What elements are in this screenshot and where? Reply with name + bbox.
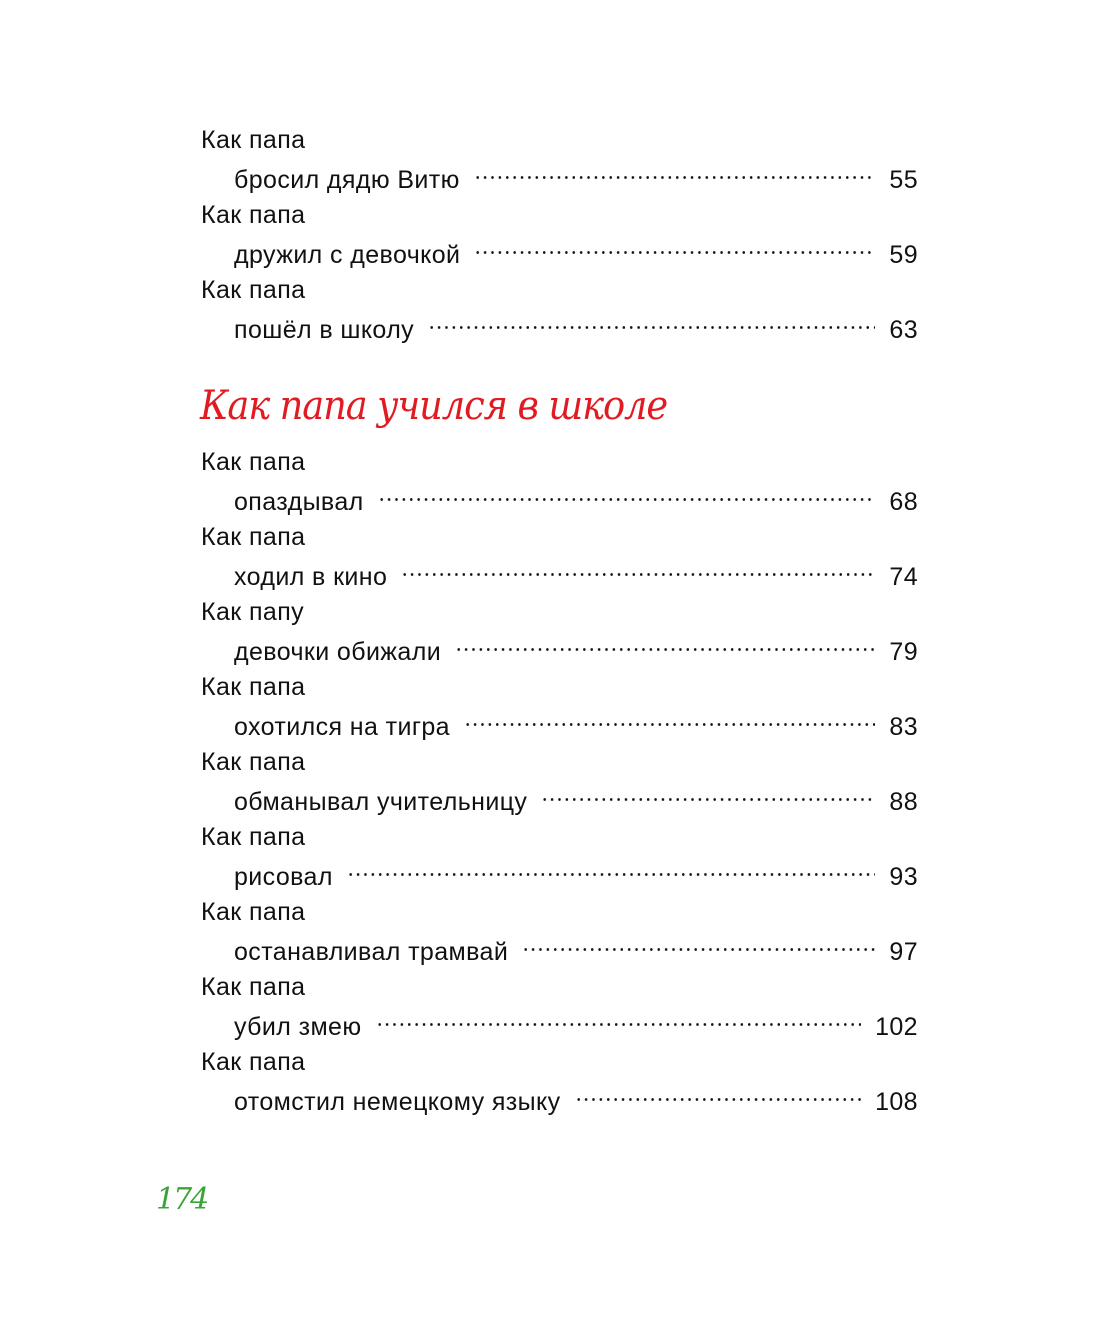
- toc-entry-prefix: Как папа: [201, 523, 306, 551]
- toc-entry-title: ходил в кино: [234, 563, 388, 591]
- toc-entry[interactable]: [201, 596, 918, 671]
- dot-leader: [347, 853, 876, 885]
- dot-leader: [378, 478, 876, 510]
- toc-entry[interactable]: [201, 896, 918, 971]
- toc-entry[interactable]: [201, 821, 918, 896]
- page-number: 174: [156, 1182, 208, 1217]
- dot-leader: [455, 628, 875, 660]
- toc-entry[interactable]: [201, 124, 918, 199]
- toc-entry-prefix: Как папа: [201, 1048, 306, 1076]
- toc-entry-title: девочки обижали: [234, 638, 442, 666]
- dot-leader: [428, 306, 875, 338]
- toc-entry-page: 93: [889, 863, 918, 891]
- toc-entry-page: 108: [875, 1088, 918, 1116]
- toc-entry-title: пошёл в школу: [234, 316, 415, 344]
- toc-entry-prefix: Как папа: [201, 448, 306, 476]
- toc-entry[interactable]: [201, 521, 918, 596]
- toc-entry-title: обманывал учительницу: [234, 788, 528, 816]
- toc-entry-page: 55: [889, 166, 918, 194]
- toc-entry-prefix: Как папа: [201, 673, 306, 701]
- toc-entry-page: 88: [889, 788, 918, 816]
- toc-entry-prefix: Как папа: [201, 126, 306, 154]
- toc-entry-page: 102: [875, 1013, 918, 1041]
- toc-entry-title: отомстил немецкому языку: [234, 1088, 561, 1116]
- toc-entry-title: останавливал трамвай: [234, 938, 509, 966]
- toc-entry-prefix: Как папа: [201, 973, 306, 1001]
- toc-list-before-section: [201, 124, 918, 349]
- toc-entry[interactable]: [201, 1046, 918, 1121]
- toc-entry[interactable]: [201, 746, 918, 821]
- toc-entry-title: бросил дядю Витю: [234, 166, 460, 194]
- toc-entry-prefix: Как папа: [201, 748, 306, 776]
- toc-entry-page: 79: [889, 638, 918, 666]
- dot-leader: [522, 928, 875, 960]
- toc-entry[interactable]: [201, 971, 918, 1046]
- dot-leader: [541, 778, 875, 810]
- dot-leader: [376, 1003, 862, 1035]
- toc-entry-title: убил змею: [234, 1013, 362, 1041]
- toc-entry-title: дружил с девочкой: [234, 241, 461, 269]
- toc-entry-prefix: Как папа: [201, 201, 306, 229]
- toc-entry-page: 83: [889, 713, 918, 741]
- toc-entry-page: 63: [889, 316, 918, 344]
- toc-list-section: [201, 446, 918, 1121]
- toc-entry-title: рисовал: [234, 863, 333, 891]
- toc-entry-page: 97: [889, 938, 918, 966]
- toc-entry[interactable]: [201, 446, 918, 521]
- toc-entry-prefix: Как папа: [201, 898, 306, 926]
- toc-entry-page: 74: [889, 563, 918, 591]
- dot-leader: [575, 1078, 862, 1110]
- section-heading: Как папа учился в школе: [200, 383, 668, 429]
- dot-leader: [474, 156, 876, 188]
- dot-leader: [474, 231, 875, 263]
- toc-entry-prefix: Как папа: [201, 823, 306, 851]
- toc-entry-page: 59: [889, 241, 918, 269]
- dot-leader: [464, 703, 875, 735]
- toc-entry-title: охотился на тигра: [234, 713, 450, 741]
- toc-entry-prefix: Как папу: [201, 598, 305, 626]
- toc-entry[interactable]: [201, 274, 918, 349]
- dot-leader: [401, 553, 875, 585]
- toc-entry-title: опаздывал: [234, 488, 364, 516]
- toc-entry[interactable]: [201, 671, 918, 746]
- toc-entry[interactable]: [201, 199, 918, 274]
- toc-entry-prefix: Как папа: [201, 276, 306, 304]
- toc-entry-page: 68: [889, 488, 918, 516]
